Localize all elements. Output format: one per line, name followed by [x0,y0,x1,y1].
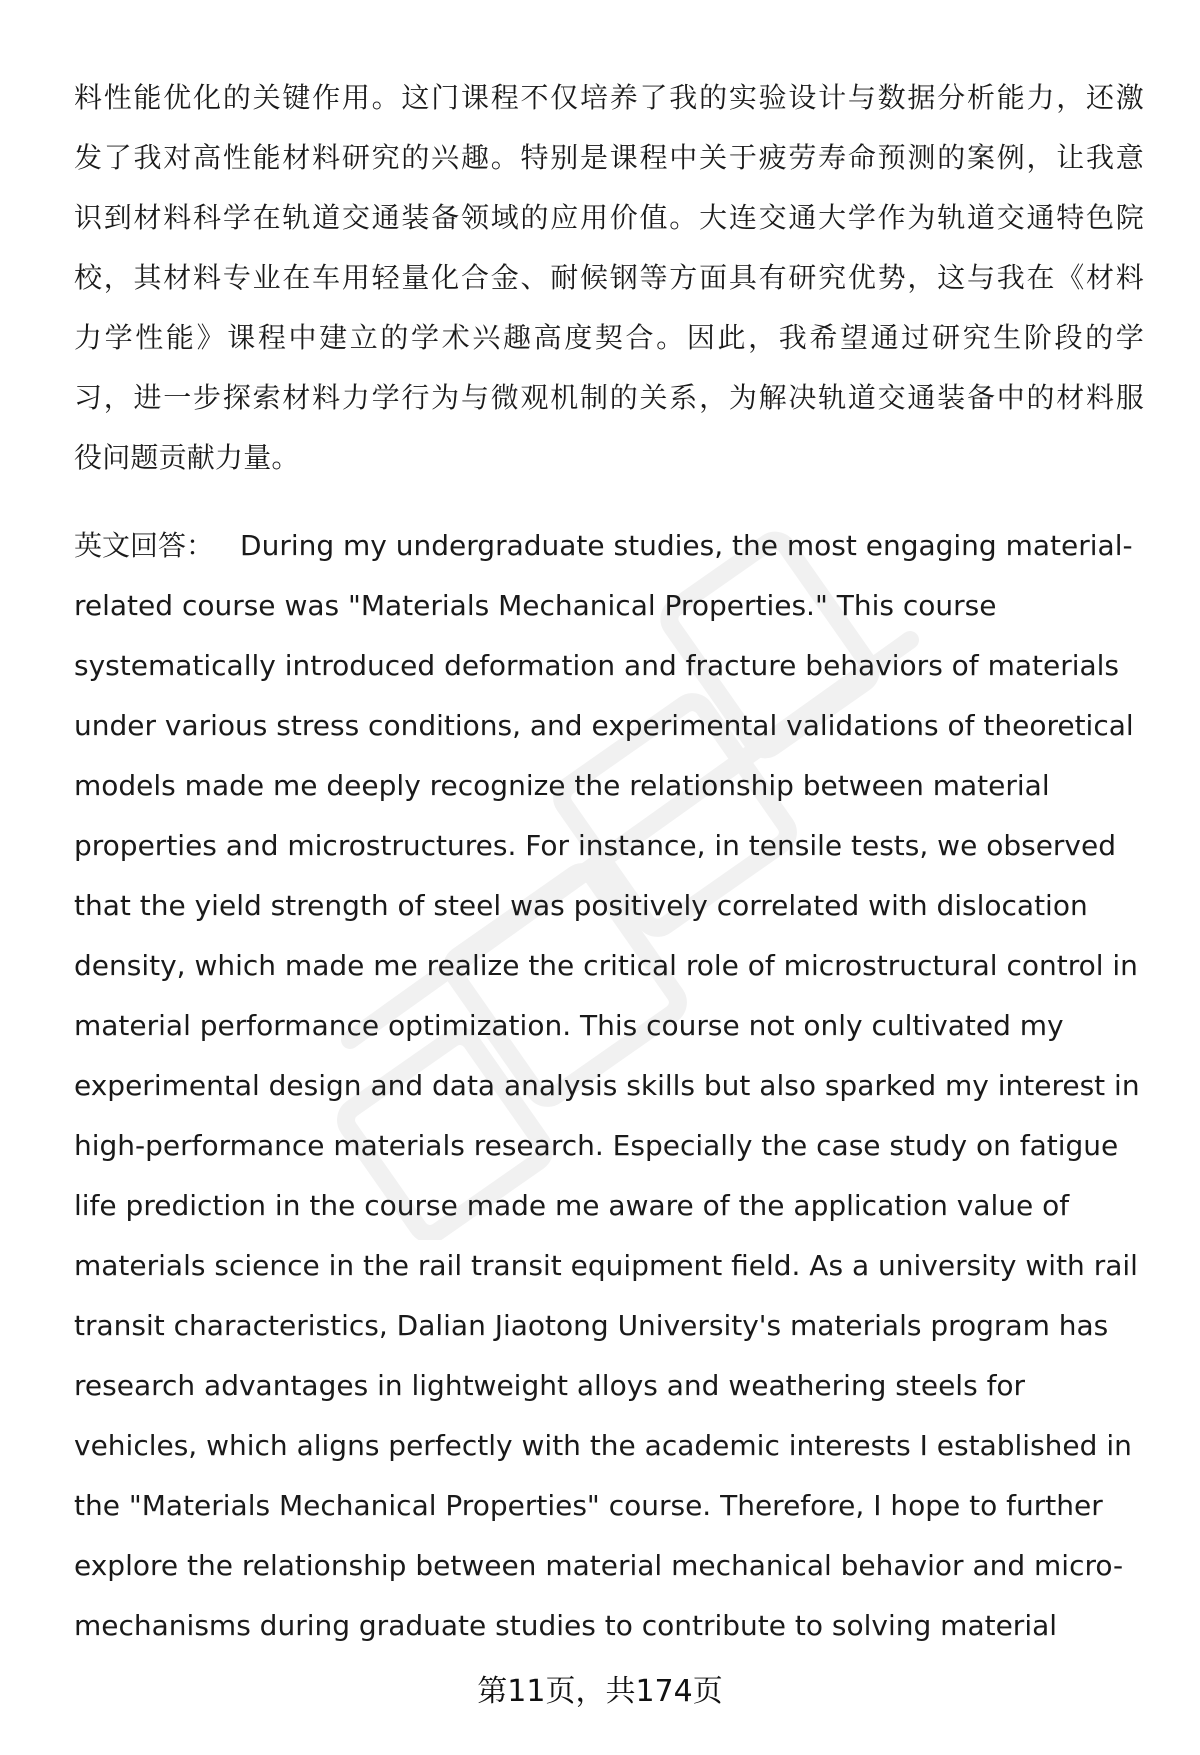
text-line: 役问题贡献力量。 [74,441,300,474]
text-line: experimental design and data analysis skills but also sparked my interest in [74,1069,1140,1102]
text-line: 识到材料科学在轨道交通装备领域的应用价值。大连交通大学作为轨道交通特色院 [74,201,1144,234]
text-line: 校，其材料专业在车用轻量化合金、耐候钢等方面具有研究优势，这与我在《材料 [74,261,1144,294]
text-line: life prediction in the course made me aware of the application value of [74,1189,1070,1222]
text-line: systematically introduced deformation and fracture behaviors of materials [74,649,1120,682]
text-line: vehicles, which aligns perfectly with the academic interests I established in [74,1429,1132,1462]
english-answer-paragraph [74,516,1144,1656]
document-body [74,68,1144,1656]
chinese-paragraph [74,68,1144,488]
text-line: transit characteristics, Dalian Jiaotong University's materials program has [74,1309,1109,1342]
text-line: 料性能优化的关键作用。这门课程不仅培养了我的实验设计与数据分析能力，还激 [74,81,1144,114]
paragraph-gap [74,488,1144,516]
text-line: models made me deeply recognize the relationship between material [74,769,1050,802]
text-line-content: During my undergraduate studies, the most engaging material- [240,529,1133,562]
text-line: materials science in the rail transit equipment field. As a university with rail [74,1249,1138,1282]
text-line: density, which made me realize the critical role of microstructural control in [74,949,1138,982]
text-line: properties and microstructures. For instance, in tensile tests, we observed [74,829,1117,862]
page-number-footer: 第11页，共174页 [477,1674,723,1709]
text-line: research advantages in lightweight alloys and weathering steels for [74,1369,1026,1402]
text-line: material performance optimization. This course not only cultivated my [74,1009,1064,1042]
text-line: under various stress conditions, and experimental validations of theoretical [74,709,1134,742]
english-answer-label: 英文回答： [74,529,215,562]
text-line: explore the relationship between material mechanical behavior and micro- [74,1549,1124,1582]
text-line: mechanisms during graduate studies to contribute to solving material [74,1609,1058,1642]
text-line: the "Materials Mechanical Properties" course. Therefore, I hope to further [74,1489,1103,1522]
text-line: 发了我对高性能材料研究的兴趣。特别是课程中关于疲劳寿命预测的案例，让我意 [74,141,1144,174]
text-line [74,516,1144,576]
text-line: 力学性能》课程中建立的学术兴趣高度契合。因此，我希望通过研究生阶段的学 [74,321,1144,354]
text-line: that the yield strength of steel was positively correlated with dislocation [74,889,1088,922]
text-line: high-performance materials research. Especially the case study on fatigue [74,1129,1119,1162]
text-line: 习，进一步探索材料力学行为与微观机制的关系，为解决轨道交通装备中的材料服 [74,381,1144,414]
text-line: related course was "Materials Mechanical Properties." This course [74,589,997,622]
